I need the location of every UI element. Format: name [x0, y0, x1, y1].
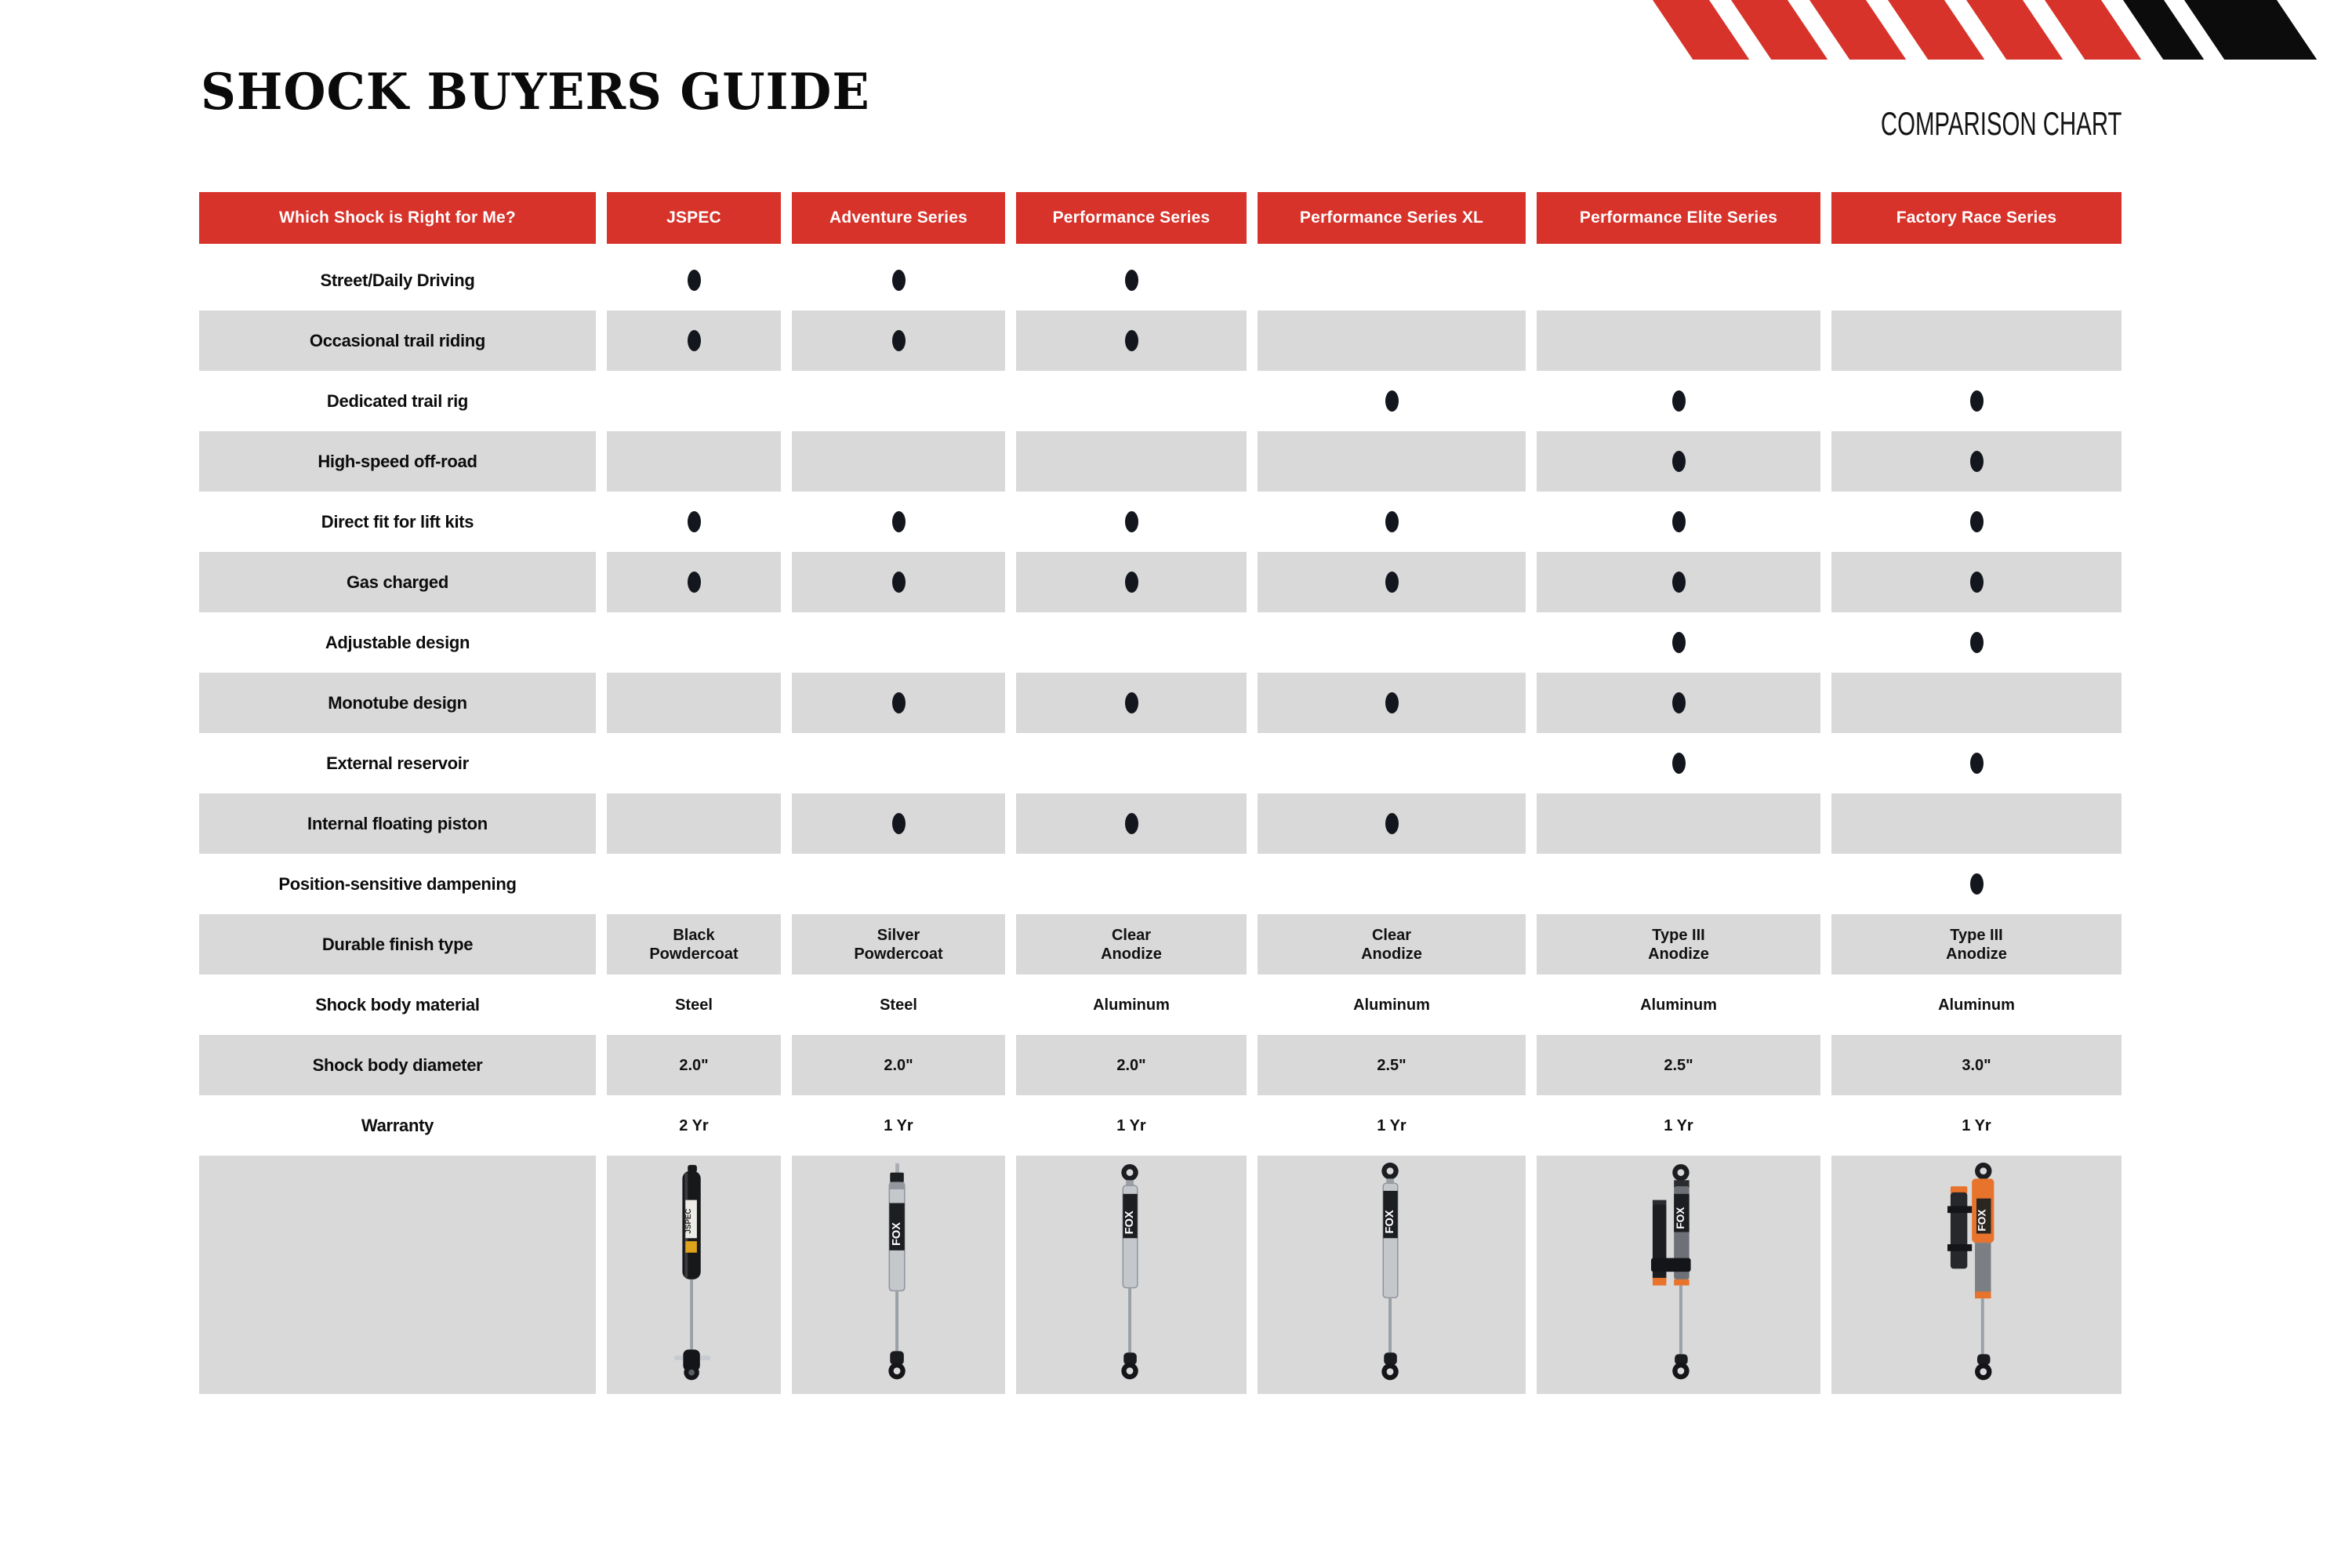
jspec-label-text: JSPEC	[684, 1208, 694, 1234]
dot-cell-performance-elite-series	[1537, 612, 1820, 673]
value-cell-jspec	[607, 1035, 781, 1095]
check-dot	[892, 572, 906, 593]
value-cell-factory-race-series	[1831, 914, 2122, 975]
row-label: Adjustable design	[325, 632, 470, 652]
dot-cell-jspec	[607, 250, 781, 310]
stripe-red-2	[1731, 0, 1828, 60]
dot-cell-performance-elite-series	[1537, 793, 1820, 854]
stripe-black-2	[2184, 0, 2317, 60]
dot-cell-adventure-series	[792, 612, 1005, 673]
value-line: Clear	[1111, 926, 1152, 944]
dot-cell-performance-series-xl	[1258, 310, 1526, 371]
check-dot	[1672, 692, 1686, 713]
value-line: Anodize	[1361, 945, 1422, 963]
dot-cell-jspec	[607, 310, 781, 371]
check-dot	[1970, 632, 1984, 653]
dot-cell-performance-series-xl	[1258, 371, 1526, 431]
dot-cell-jspec	[607, 673, 781, 733]
dot-cell-performance-elite-series	[1537, 371, 1820, 431]
dot-cell-adventure-series	[792, 793, 1005, 854]
performance-xl-shock-photo	[1258, 1156, 1526, 1394]
check-dot	[1672, 753, 1686, 774]
row-label: Occasional trail riding	[199, 310, 596, 371]
header-cell-factory-race-series: Factory Race Series	[1831, 192, 2122, 244]
row-label: Durable finish type	[199, 914, 596, 975]
performance-shock-photo	[1016, 1156, 1247, 1394]
value-line: Aluminum	[1640, 996, 1717, 1014]
value-line: 2.5"	[1377, 1056, 1406, 1074]
feature-row-high-speed-off-road	[199, 431, 2122, 492]
value-cell-factory-race-series	[1831, 1035, 2122, 1095]
factory-race-shock-photo	[1831, 1156, 2122, 1394]
value-cell-performance-series-xl	[1258, 975, 1526, 1035]
dot-cell-performance-elite-series	[1537, 431, 1820, 492]
dot-cell-performance-series	[1016, 431, 1247, 492]
value-line: Steel	[880, 996, 917, 1014]
page-title: SHOCK BUYERS GUIDE	[201, 63, 870, 122]
value-line: 1 Yr	[1962, 1116, 1991, 1134]
dot-cell-performance-series-xl	[1258, 854, 1526, 914]
value-line: 2 Yr	[679, 1116, 709, 1134]
dot-cell-adventure-series	[792, 310, 1005, 371]
value-cell-factory-race-series	[1831, 1095, 2122, 1156]
dot-cell-performance-series-xl	[1258, 552, 1526, 612]
value-line: Anodize	[1101, 945, 1162, 963]
check-dot	[1672, 390, 1686, 412]
value-cell-jspec	[607, 975, 781, 1035]
dot-cell-performance-series	[1016, 371, 1247, 431]
row-label: External reservoir	[326, 753, 469, 773]
spec-row-warranty	[199, 1095, 2122, 1156]
check-dot	[1385, 390, 1399, 412]
dot-cell-factory-race-series	[1831, 673, 2122, 733]
value-line: Silver	[877, 926, 920, 944]
check-dot	[892, 511, 906, 532]
elite-shock-photo	[1537, 1156, 1820, 1394]
fox-logo-text: FOX	[1383, 1210, 1396, 1234]
value-line: Powdercoat	[854, 945, 943, 963]
dot-cell-performance-series	[1016, 733, 1247, 793]
dot-cell-performance-elite-series	[1537, 854, 1820, 914]
dot-cell-jspec	[607, 793, 781, 854]
value-line: Powdercoat	[649, 945, 739, 963]
row-label: Internal floating piston	[199, 793, 596, 854]
stripe-red-6	[2045, 0, 2141, 60]
corner-stripes-graphic	[1653, 0, 2327, 60]
dot-cell-jspec	[607, 431, 781, 492]
value-line: 3.0"	[1962, 1056, 1991, 1074]
value-cell-adventure-series	[792, 914, 1005, 975]
check-dot	[1125, 692, 1138, 713]
header-cell-performance-series-xl: Performance Series XL	[1258, 192, 1526, 244]
check-dot	[1125, 330, 1138, 351]
value-line: 1 Yr	[1664, 1116, 1693, 1134]
row-label: Position-sensitive dampening	[278, 873, 517, 894]
dot-cell-adventure-series	[792, 492, 1005, 552]
check-dot	[1970, 873, 1984, 895]
dot-cell-performance-series-xl	[1258, 733, 1526, 793]
check-dot	[1970, 572, 1984, 593]
value-line: Type III	[1950, 926, 2003, 944]
feature-row-dedicated-trail-rig	[199, 371, 2122, 431]
dot-cell-performance-series	[1016, 793, 1247, 854]
feature-row-occasional-trail-riding	[199, 310, 2122, 371]
value-cell-adventure-series	[792, 975, 1005, 1035]
fox-logo-text: FOX	[1123, 1210, 1136, 1235]
dot-cell-performance-series	[1016, 552, 1247, 612]
dot-cell-adventure-series	[792, 854, 1005, 914]
value-cell-performance-series-xl	[1258, 1035, 1526, 1095]
value-line: 1 Yr	[1116, 1116, 1146, 1134]
dot-cell-performance-series	[1016, 250, 1247, 310]
dot-cell-factory-race-series	[1831, 310, 2122, 371]
value-cell-jspec	[607, 914, 781, 975]
value-line: 2.0"	[884, 1056, 913, 1074]
feature-row-internal-floating-piston	[199, 793, 2122, 854]
product-row-label-spacer	[199, 1156, 596, 1394]
value-cell-performance-elite-series	[1537, 1035, 1820, 1095]
stripe-red-5	[1966, 0, 2063, 60]
value-cell-performance-series	[1016, 1035, 1247, 1095]
header-cell-adventure-series: Adventure Series	[792, 192, 1005, 244]
dot-cell-jspec	[607, 854, 781, 914]
check-dot	[1672, 451, 1686, 472]
check-dot	[1672, 511, 1686, 532]
value-cell-adventure-series	[792, 1035, 1005, 1095]
dot-cell-performance-series-xl	[1258, 250, 1526, 310]
dot-cell-jspec	[607, 612, 781, 673]
dot-cell-jspec	[607, 492, 781, 552]
value-line: Aluminum	[1353, 996, 1430, 1014]
check-dot	[1125, 572, 1138, 593]
check-dot	[1385, 813, 1399, 834]
dot-cell-performance-series	[1016, 310, 1247, 371]
product-image-row	[199, 1156, 2122, 1394]
row-label: Gas charged	[199, 552, 596, 612]
check-dot	[1970, 753, 1984, 774]
value-cell-performance-elite-series	[1537, 1095, 1820, 1156]
row-label: Shock body material	[315, 994, 480, 1014]
fox-logo-text: FOX	[1674, 1207, 1686, 1229]
check-dot	[892, 330, 906, 351]
value-cell-performance-series	[1016, 975, 1247, 1035]
dot-cell-factory-race-series	[1831, 612, 2122, 673]
dot-cell-performance-elite-series	[1537, 673, 1820, 733]
check-dot	[1385, 692, 1399, 713]
value-line: Black	[673, 926, 715, 944]
adventure-shock-photo	[792, 1156, 1005, 1394]
check-dot	[1672, 572, 1686, 593]
dot-cell-performance-series-xl	[1258, 673, 1526, 733]
header-row	[199, 192, 2122, 244]
check-dot	[688, 270, 701, 291]
value-line: Anodize	[1648, 945, 1709, 963]
feature-row-position-sensitive-dampening	[199, 854, 2122, 914]
check-dot	[1385, 511, 1399, 532]
value-line: Clear	[1371, 926, 1412, 944]
dot-cell-performance-elite-series	[1537, 492, 1820, 552]
dot-cell-jspec	[607, 371, 781, 431]
check-dot	[1125, 511, 1138, 532]
row-label: Warranty	[361, 1115, 434, 1135]
dot-cell-factory-race-series	[1831, 552, 2122, 612]
page-subtitle: COMPARISON CHART	[1880, 105, 2122, 142]
check-dot	[892, 692, 906, 713]
check-dot	[1970, 390, 1984, 412]
fox-logo-text: FOX	[1976, 1209, 1988, 1232]
check-dot	[688, 330, 701, 351]
value-cell-adventure-series	[792, 1095, 1005, 1156]
dot-cell-performance-elite-series	[1537, 733, 1820, 793]
dot-cell-performance-elite-series	[1537, 552, 1820, 612]
check-dot	[1672, 632, 1686, 653]
stripe-red-3	[1809, 0, 1906, 60]
dot-cell-factory-race-series	[1831, 733, 2122, 793]
dot-cell-factory-race-series	[1831, 431, 2122, 492]
row-label: Dedicated trail rig	[326, 390, 469, 411]
dot-cell-jspec	[607, 733, 781, 793]
row-label: Monotube design	[199, 673, 596, 733]
jspec-shock-photo	[607, 1156, 781, 1394]
value-line: 2.5"	[1664, 1056, 1693, 1074]
row-label: High-speed off-road	[199, 431, 596, 492]
check-dot	[1970, 511, 1984, 532]
feature-row-gas-charged	[199, 552, 2122, 612]
value-cell-performance-series-xl	[1258, 1095, 1526, 1156]
comparison-table	[199, 192, 2122, 1394]
dot-cell-performance-elite-series	[1537, 310, 1820, 371]
header-cell-which-shock-is-right-for-me: Which Shock is Right for Me?	[199, 192, 596, 244]
value-line: 2.0"	[679, 1056, 709, 1074]
stripe-red-4	[1888, 0, 1984, 60]
value-line: 2.0"	[1116, 1056, 1146, 1074]
value-line: Aluminum	[1093, 996, 1170, 1014]
dot-cell-adventure-series	[792, 250, 1005, 310]
dot-cell-adventure-series	[792, 431, 1005, 492]
check-dot	[688, 511, 701, 532]
header-cell-performance-elite-series: Performance Elite Series	[1537, 192, 1820, 244]
check-dot	[1970, 451, 1984, 472]
dot-cell-factory-race-series	[1831, 793, 2122, 854]
value-line: Type III	[1652, 926, 1705, 944]
dot-cell-factory-race-series	[1831, 854, 2122, 914]
feature-row-external-reservoir	[199, 733, 2122, 793]
check-dot	[688, 572, 701, 593]
dot-cell-performance-series-xl	[1258, 612, 1526, 673]
row-label: Shock body diameter	[199, 1035, 596, 1095]
value-cell-performance-series-xl	[1258, 914, 1526, 975]
feature-row-monotube-design	[199, 673, 2122, 733]
dot-cell-adventure-series	[792, 673, 1005, 733]
header-cell-jspec: JSPEC	[607, 192, 781, 244]
value-line: 1 Yr	[1377, 1116, 1406, 1134]
fox-logo-text: FOX	[890, 1222, 903, 1247]
feature-row-direct-fit-for-lift-kits	[199, 492, 2122, 552]
spec-row-shock-body-material	[199, 975, 2122, 1035]
dot-cell-adventure-series	[792, 552, 1005, 612]
row-label: Direct fit for lift kits	[321, 511, 474, 532]
value-cell-performance-elite-series	[1537, 975, 1820, 1035]
dot-cell-performance-series	[1016, 673, 1247, 733]
value-cell-jspec	[607, 1095, 781, 1156]
dot-cell-adventure-series	[792, 371, 1005, 431]
dot-cell-performance-series-xl	[1258, 431, 1526, 492]
spec-row-durable-finish-type	[199, 914, 2122, 975]
dot-cell-factory-race-series	[1831, 371, 2122, 431]
row-label: Street/Daily Driving	[320, 270, 475, 290]
value-cell-performance-series	[1016, 914, 1247, 975]
check-dot	[892, 270, 906, 291]
dot-cell-jspec	[607, 552, 781, 612]
value-cell-performance-elite-series	[1537, 914, 1820, 975]
check-dot	[1125, 270, 1138, 291]
value-cell-factory-race-series	[1831, 975, 2122, 1035]
check-dot	[1385, 572, 1399, 593]
check-dot	[892, 813, 906, 834]
dot-cell-performance-series-xl	[1258, 793, 1526, 854]
dot-cell-performance-series	[1016, 612, 1247, 673]
spec-row-shock-body-diameter	[199, 1035, 2122, 1095]
value-cell-performance-series	[1016, 1095, 1247, 1156]
check-dot	[1125, 813, 1138, 834]
value-line: Anodize	[1946, 945, 2007, 963]
value-line: 1 Yr	[884, 1116, 913, 1134]
header-cell-performance-series: Performance Series	[1016, 192, 1247, 244]
dot-cell-performance-series-xl	[1258, 492, 1526, 552]
dot-cell-adventure-series	[792, 733, 1005, 793]
feature-row-adjustable-design	[199, 612, 2122, 673]
dot-cell-performance-series	[1016, 854, 1247, 914]
feature-row-street-daily-driving	[199, 250, 2122, 310]
stripe-red-1	[1653, 0, 1749, 60]
dot-cell-factory-race-series	[1831, 492, 2122, 552]
value-line: Aluminum	[1938, 996, 2015, 1014]
value-line: Steel	[675, 996, 713, 1014]
dot-cell-performance-elite-series	[1537, 250, 1820, 310]
dot-cell-performance-series	[1016, 492, 1247, 552]
dot-cell-factory-race-series	[1831, 250, 2122, 310]
